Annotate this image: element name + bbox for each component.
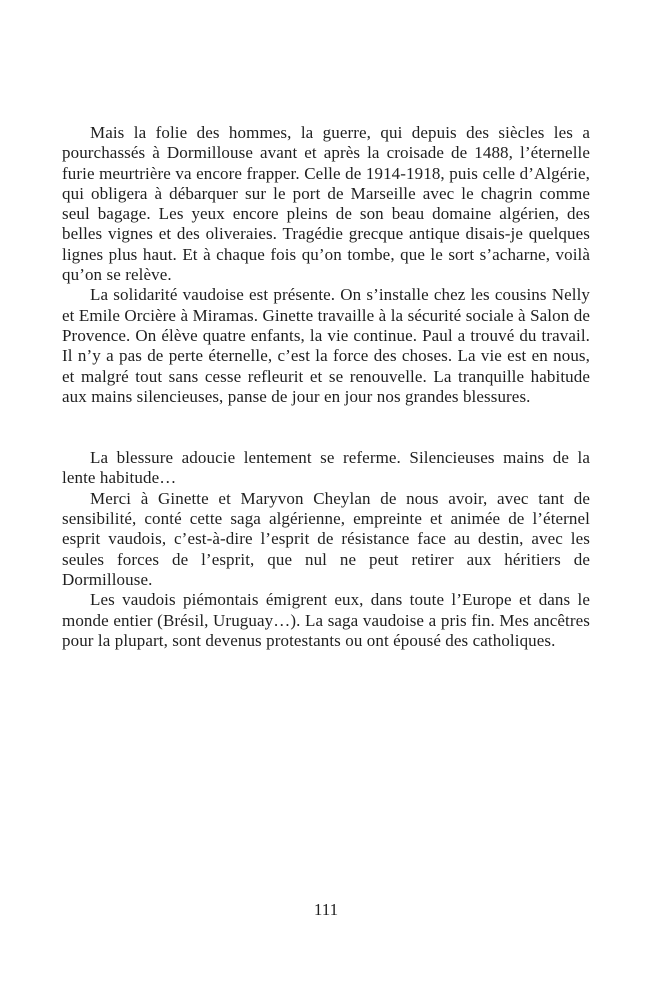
page-text	[62, 123, 590, 651]
page-number: 111	[313, 900, 339, 919]
paragraph-healing-wound: La blessure adoucie lentement se referme. Silencieuses mains de la lente habitude…	[62, 448, 590, 488]
paragraph-war-and-exile: Mais la folie des hommes, la guerre, qui depuis des siècles les a pourchassés à Dormillouse avant et après la croisade de 1488, l’éternelle furie meurtrière va encore frapper. Celle de 1914-1918, puis celle d’Algérie, qui obligera à débarquer sur le port de Marseille avec le chagrin comme seul bagage. Les yeux encore pleins de son beau domaine algérien, des belles vignes et des oliveraies. Tragédie grecque antique disais-je quelques lignes plus haut. Et à chaque fois qu’on tombe, que le sort s’acharne, voilà qu’on se relève.	[62, 123, 590, 285]
paragraph-vaudois-solidarity: La solidarité vaudoise est présente. On s’installe chez les cousins Nelly et Emile Orcière à Miramas. Ginette travaille à la sécurité sociale à Salon de Provence. On élève quatre enfants, la vie continue. Paul a trouvé du travail. Il n’y a pas de perte éternelle, c’est la force des choses. La vie est en nous, et malgré tout sans cesse refleurit et se renouvelle. La tranquille habitude aux mains silencieuses, panse de jour en jour nos grandes blessures.	[62, 285, 590, 406]
paragraph-saga-ends: Les vaudois piémontais émigrent eux, dans toute l’Europe et dans le monde entier (Brésil, Uruguay…). La saga vaudoise a pris fin. Mes ancêtres pour la plupart, sont devenus protestants ou ont épousé des catholiques.	[62, 590, 590, 650]
paragraph-thanks-cheylan: Merci à Ginette et Maryvon Cheylan de nous avoir, avec tant de sensibilité, conté cette saga algérienne, empreinte et animée de l’éternel esprit vaudois, c’est-à-dire l’esprit de résistance face au destin, avec les seules forces de l’esprit, que nul ne peut retirer aux héritiers de Dormillouse.	[62, 488, 590, 589]
